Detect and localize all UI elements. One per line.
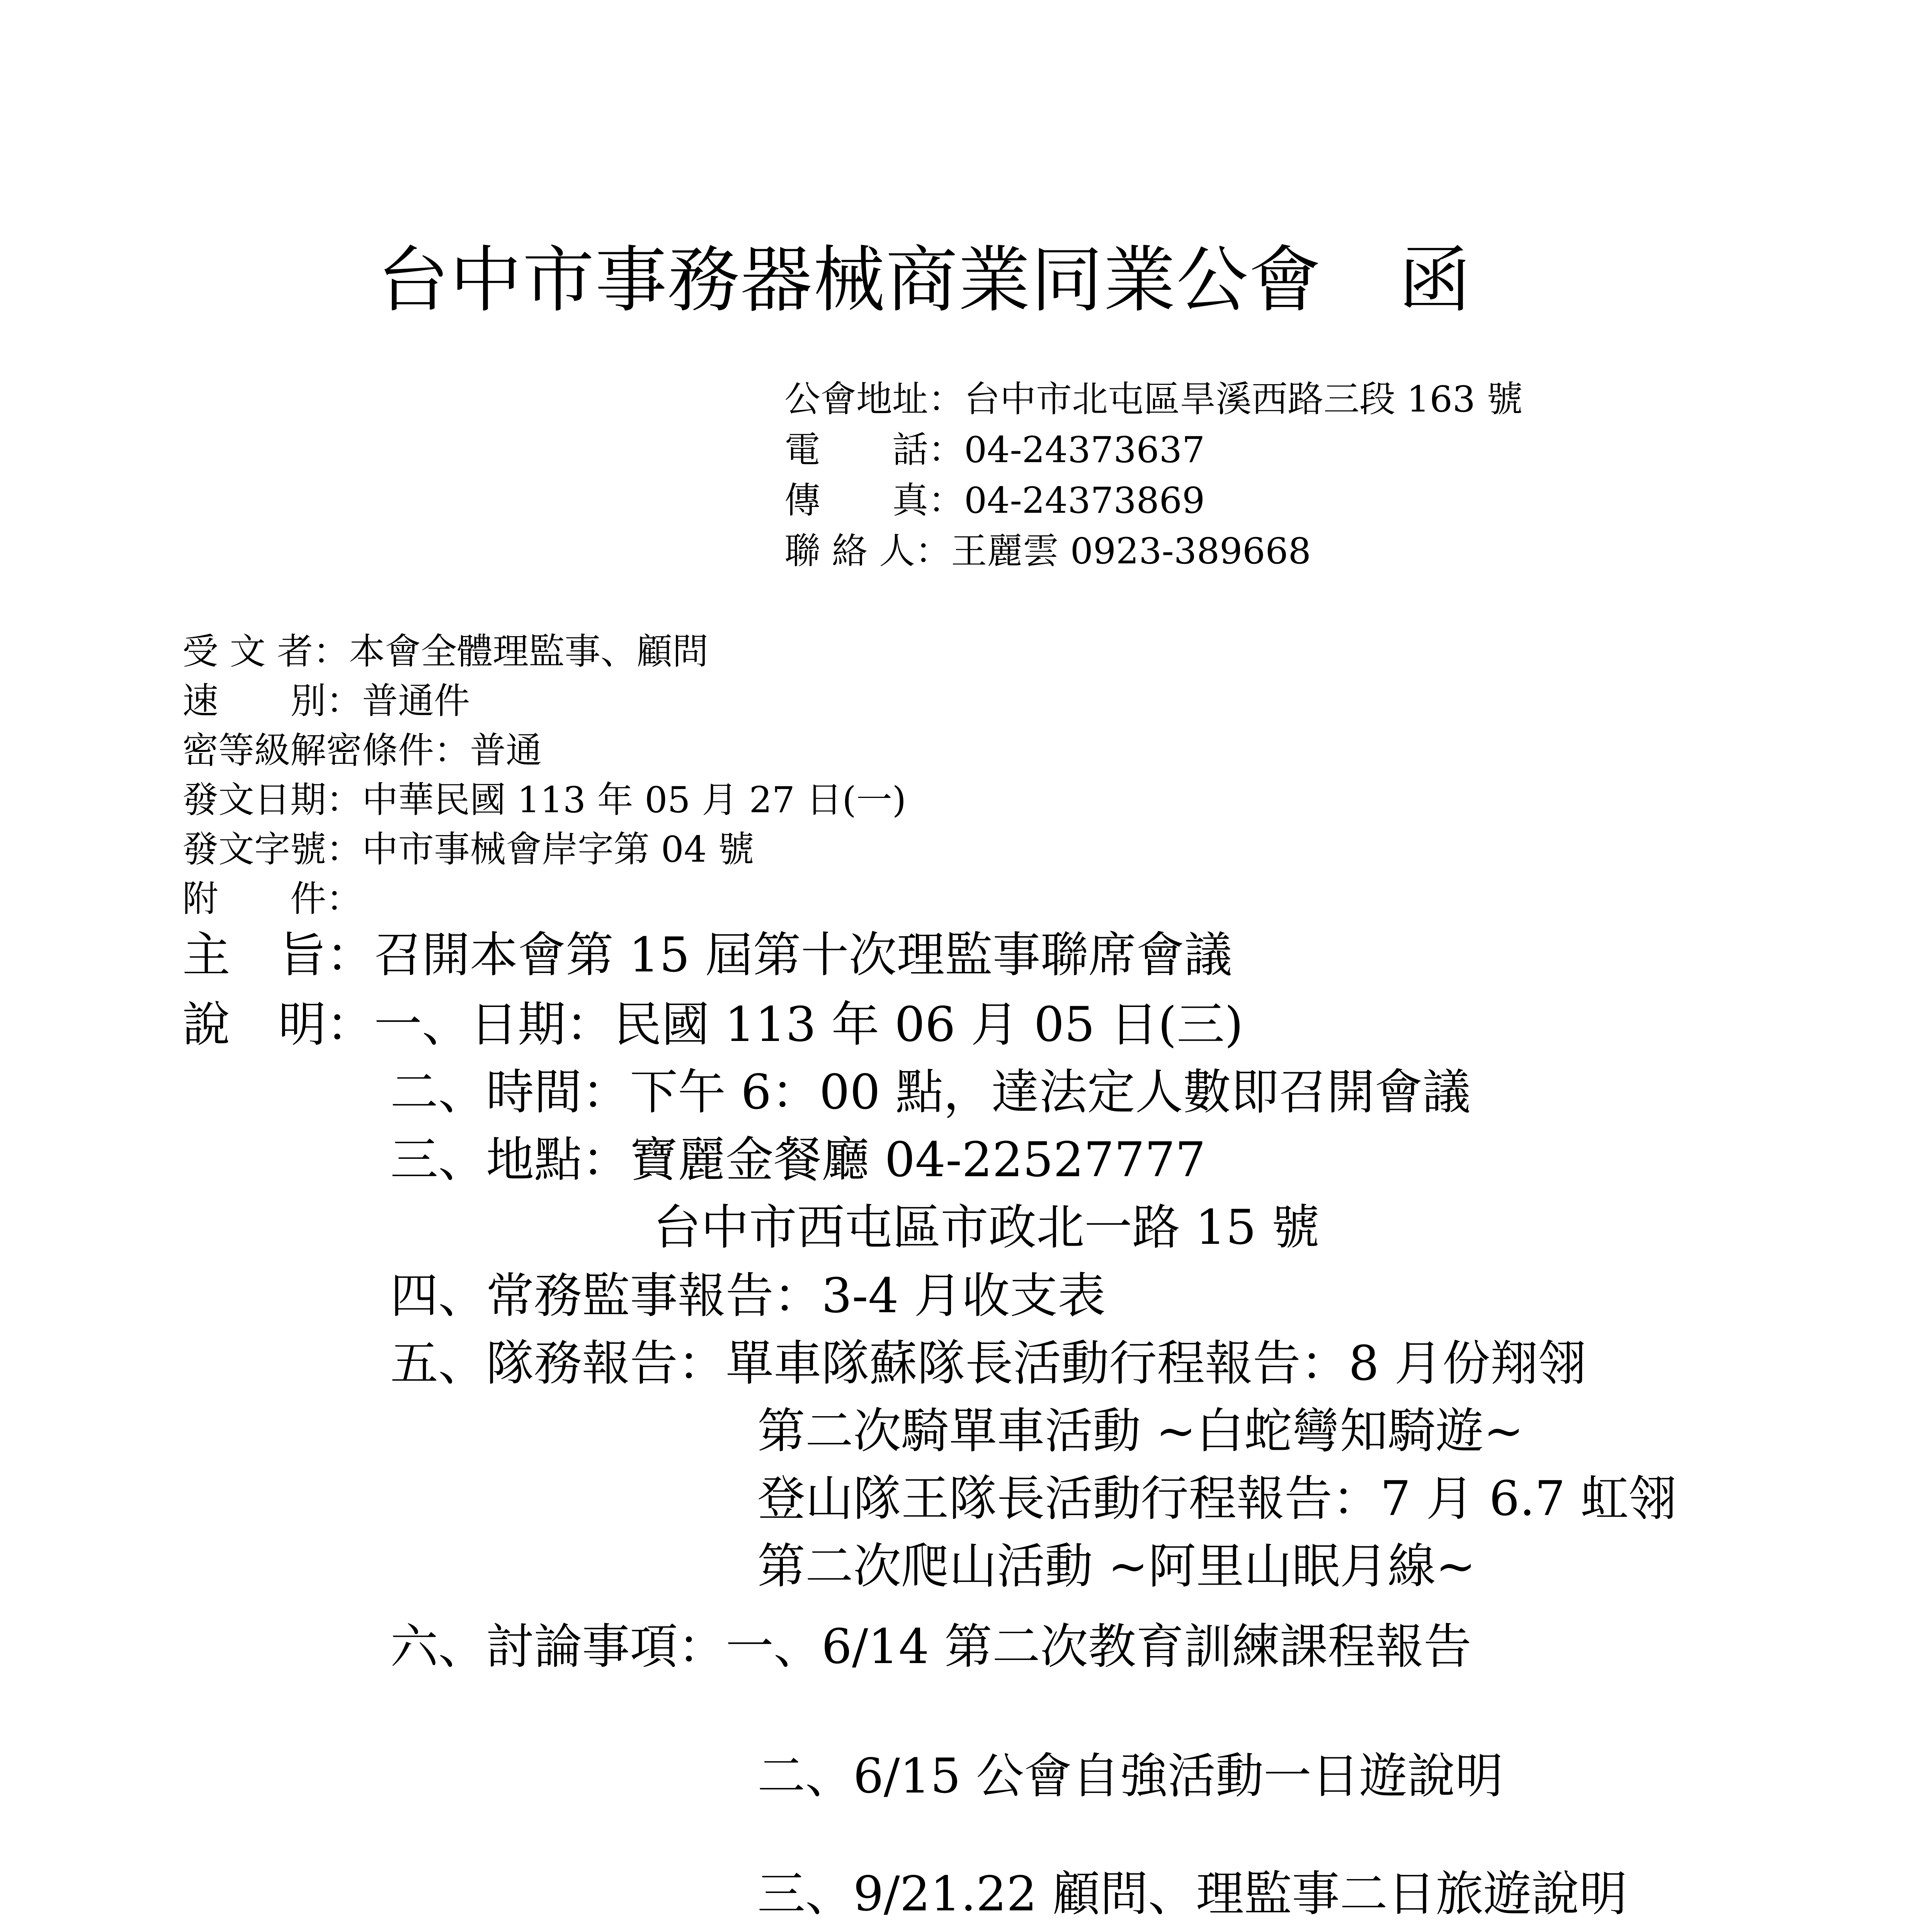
venue-address: 台中市西屯區市政北一路 15 號 xyxy=(653,1200,1320,1255)
contact-label: 聯 絡 人： xyxy=(784,530,951,572)
fax-value: 04-24373869 xyxy=(964,480,1205,521)
document-number-label: 發文字號： xyxy=(182,828,362,870)
discussion-label: 六、討論事項： xyxy=(390,1619,726,1675)
subject-line xyxy=(182,927,1232,983)
phone-value: 04-24373637 xyxy=(964,429,1205,471)
explanation-line xyxy=(182,997,1243,1053)
fax-label: 傳 真： xyxy=(784,480,964,521)
speed-label: 速 別： xyxy=(182,680,362,722)
subject-label: 主 旨： xyxy=(182,927,374,983)
speed-line xyxy=(182,680,470,722)
issue-date-line xyxy=(182,779,907,821)
association-address: 公會地址：台中市北屯區旱溪西路三段 163 號 xyxy=(784,378,1523,420)
phone-label: 電 話： xyxy=(784,429,964,471)
document-number-value: 中市事械會岸字第 04 號 xyxy=(362,828,754,870)
recipient-line xyxy=(182,631,709,672)
phone-line xyxy=(784,429,1205,471)
discussion-line-2: 二、6/15 公會自強活動一日遊說明 xyxy=(757,1748,1503,1804)
recipient-label: 受 文 者： xyxy=(182,631,349,672)
recipient-value: 本會全體理監事、顧問 xyxy=(349,631,709,672)
team-report-line-4: 第二次爬山活動 ~阿里山眠月線~ xyxy=(757,1539,1476,1594)
team-report-line-3: 登山隊王隊長活動行程報告：7 月 6.7 虹翎 xyxy=(757,1471,1677,1527)
team-report-line-1: 單車隊蘇隊長活動行程報告：8 月份翔翎 xyxy=(726,1336,1586,1391)
association-name: 台中市事務器械商業同業公會 xyxy=(377,238,1322,322)
team-report-label: 五、隊務報告： xyxy=(390,1336,726,1391)
fax-line xyxy=(784,480,1205,521)
explanation-item-audit-report: 四、常務監事報告：3-4 月收支表 xyxy=(390,1268,1106,1324)
issue-date-value: 中華民國 113 年 05 月 27 日(一) xyxy=(362,779,907,821)
secrecy-line xyxy=(182,730,542,771)
document-type: 函 xyxy=(1399,238,1472,322)
explanation-label: 說 明： xyxy=(182,997,374,1053)
document-number-line xyxy=(182,828,754,870)
explanation-item-venue: 三、地點：寶麗金餐廳 04-22527777 xyxy=(390,1132,1206,1188)
discussion-line-1: 一、6/14 第二次教育訓練課程報告 xyxy=(726,1619,1471,1675)
document-title xyxy=(377,238,1472,322)
team-report-line-2: 第二次騎單車活動 ~白蛇彎知騎遊~ xyxy=(757,1403,1524,1459)
discussion-line-3: 三、9/21.22 顧問、理監事二日旅遊說明 xyxy=(757,1866,1628,1922)
subject-text: 召開本會第 15 屆第十次理監事聯席會議 xyxy=(374,927,1232,983)
explanation-item-time: 二、時間：下午 6：00 點，達法定人數即召開會議 xyxy=(390,1065,1471,1120)
issue-date-label: 發文日期： xyxy=(182,779,362,821)
secrecy-label: 密等級解密條件： xyxy=(182,730,470,771)
explanation-item-date: 一、日期：民國 113 年 06 月 05 日(三) xyxy=(374,997,1243,1053)
contact-value: 王麗雲 0923-389668 xyxy=(951,530,1311,572)
explanation-item-team-report xyxy=(390,1336,1586,1391)
speed-value: 普通件 xyxy=(362,680,470,722)
secrecy-value: 普通 xyxy=(470,730,542,771)
explanation-item-discussion xyxy=(390,1619,1471,1675)
attachment-label: 附 件： xyxy=(182,878,362,920)
attachment-line xyxy=(182,878,362,920)
contact-line xyxy=(784,530,1311,572)
